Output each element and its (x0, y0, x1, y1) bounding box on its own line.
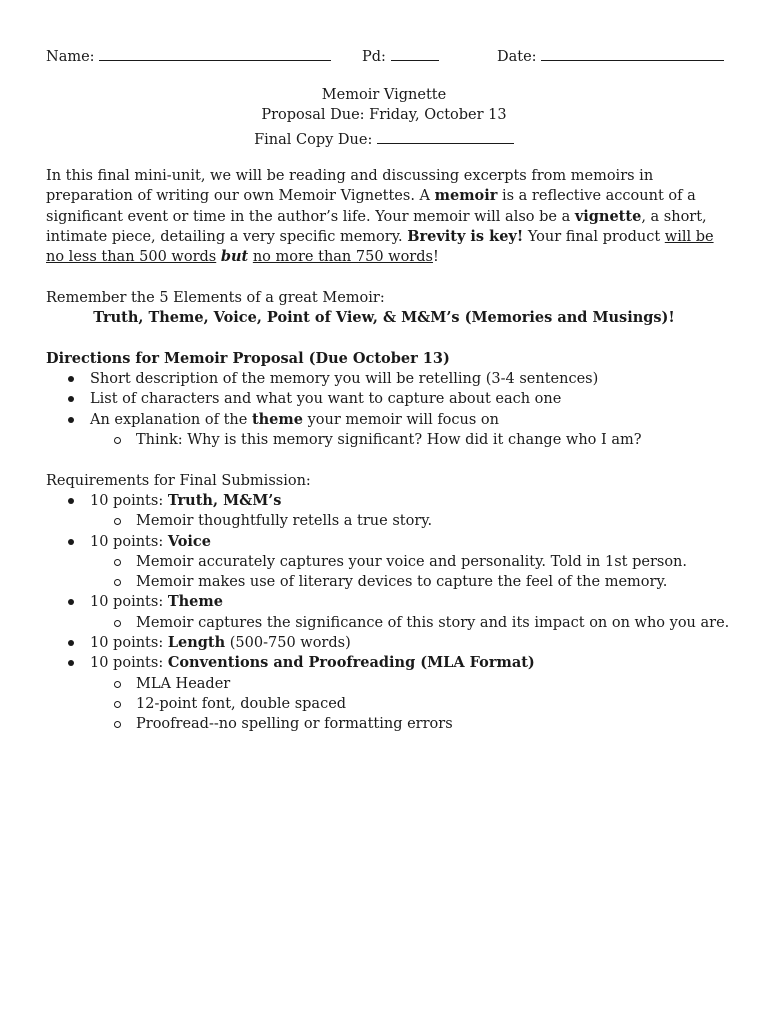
elements-list: Truth, Theme, Voice, Point of View, & M&M’s (Memories and Musings)! (93, 309, 675, 326)
circle-bullet-icon (114, 579, 121, 586)
pd-label: Pd: (362, 49, 386, 65)
date-field (497, 45, 724, 65)
requirement-title: Length (167, 634, 226, 651)
requirement-text (90, 491, 281, 511)
proposal-item-text (90, 410, 499, 430)
intro-text-7: ! (432, 249, 439, 266)
subitem-text: 12-point font, double spaced (136, 696, 347, 712)
points-label: 10 points: (90, 594, 168, 610)
circle-bullet-icon (114, 559, 121, 566)
circle-bullet-icon (114, 721, 121, 728)
bullet-icon (68, 660, 74, 666)
intro-text-2: is a reflective account of a significant event or time in the author’s life. Your memoir will also be a (46, 188, 696, 225)
date-blank (541, 45, 724, 61)
pd-field (362, 45, 439, 65)
term-vignette: vignette (574, 207, 642, 225)
points-label: 10 points: (90, 534, 168, 550)
circle-bullet-icon (114, 437, 121, 444)
term-memoir: memoir (434, 187, 498, 205)
requirement-text (90, 592, 223, 612)
elements-intro: Remember the 5 Elements of a great Memoir: (46, 290, 385, 306)
subitem-text: Proofread--no spelling or formatting errors (136, 716, 453, 732)
requirements-heading: Requirements for Final Submission: (46, 473, 311, 489)
bullet-icon (68, 599, 74, 605)
subitem-text: MLA Header (136, 676, 231, 692)
requirement-title: Truth, M&M’s (167, 492, 282, 509)
bullet-icon (68, 376, 74, 382)
subitem-text: Memoir thoughtfully retells a true story. (136, 513, 433, 529)
bullet-icon (68, 396, 74, 402)
bullet-icon (68, 417, 74, 423)
subitem-text: Memoir makes use of literary devices to capture the feel of the memory. (136, 574, 668, 590)
bullet-icon (68, 640, 74, 646)
pd-blank (391, 45, 439, 61)
term-theme: theme (251, 411, 303, 428)
points-label: 10 points: (90, 635, 168, 651)
requirement-text (90, 633, 351, 653)
final-copy-blank (377, 128, 514, 144)
final-copy-line (0, 128, 768, 148)
theme-post: your memoir will focus on (302, 412, 499, 428)
doc-title: Memoir Vignette (321, 87, 447, 103)
proposal-due-line: Proposal Due: Friday, October 13 (261, 107, 507, 123)
brevity-note: Brevity is key! (407, 227, 524, 245)
requirement-text (90, 653, 535, 673)
proposal-item-text: List of characters and what you want to capture about each one (90, 391, 562, 407)
intro-text-4: Your final product (523, 228, 665, 245)
name-label: Name: (46, 49, 95, 65)
circle-bullet-icon (114, 701, 121, 708)
requirement-text (90, 532, 211, 552)
bullet-icon (68, 498, 74, 504)
points-label: 10 points: (90, 655, 168, 671)
header-row (46, 45, 726, 65)
circle-bullet-icon (114, 681, 121, 688)
intro-text-3: , a short, intimate piece, detailing a very specific memory. (46, 208, 707, 245)
name-blank (99, 45, 331, 61)
circle-bullet-icon (114, 620, 121, 627)
points-label: 10 points: (90, 493, 168, 509)
final-copy-label: Final Copy Due: (254, 132, 373, 148)
proposal-item-text: Short description of the memory you will be retelling (3-4 sentences) (90, 371, 599, 387)
date-label: Date: (497, 49, 537, 65)
requirement-title: Voice (167, 533, 211, 550)
subitem-text: Memoir captures the significance of this story and its impact on on who you are. (136, 615, 730, 631)
requirement-title: Theme (167, 593, 223, 610)
name-field (46, 45, 331, 65)
theme-pre: An explanation of the (90, 412, 252, 428)
subitem-text: Memoir accurately captures your voice and personality. Told in 1st person. (136, 554, 687, 570)
intro-text-1: In this final mini-unit, we will be reading and discussing excerpts from memoirs in preparation of writing our own Memoir Vignettes. A (46, 168, 654, 205)
requirement-title: Conventions and Proofreading (MLA Format) (167, 654, 535, 671)
proposal-heading: Directions for Memoir Proposal (Due October 13) (46, 350, 450, 367)
subitem-text: Think: Why is this memory significant? How did it change who I am? (136, 432, 642, 448)
min-words-note: will be no less than 500 words (46, 228, 714, 266)
max-words-note: no more than 750 words (252, 249, 433, 266)
but-emphasis: but (220, 248, 249, 266)
length-range: (500-750 words) (225, 635, 351, 651)
bullet-icon (68, 539, 74, 545)
circle-bullet-icon (114, 518, 121, 525)
intro-paragraph (46, 166, 726, 267)
